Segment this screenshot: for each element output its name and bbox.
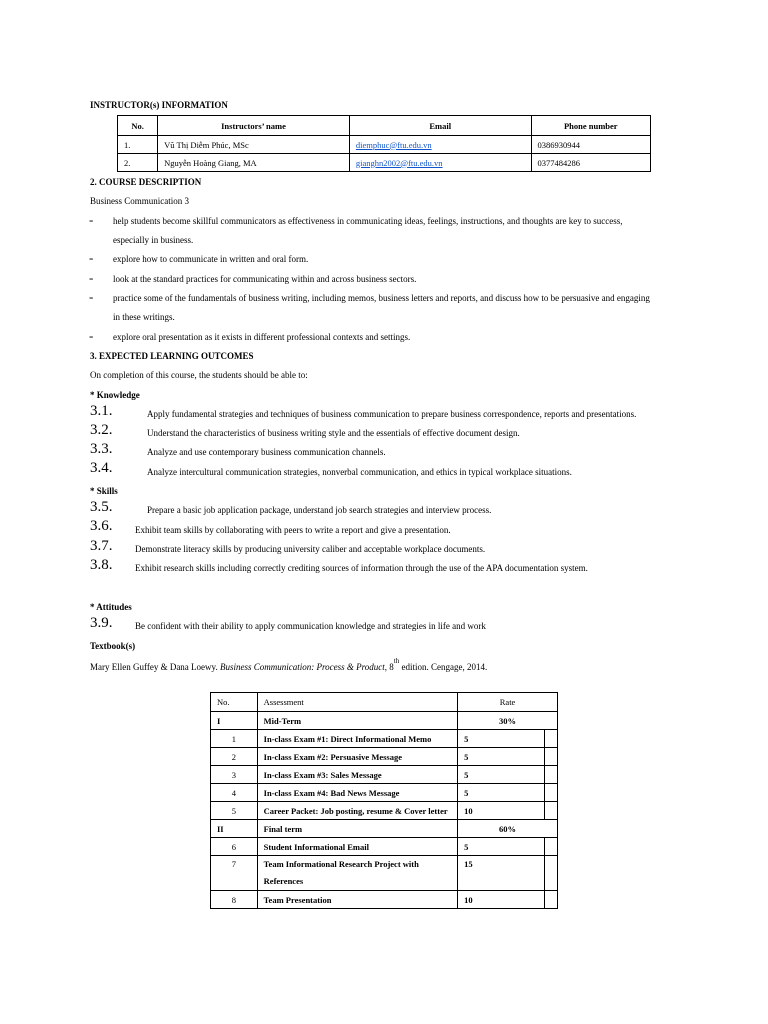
attitudes-heading: * Attitudes (90, 602, 132, 612)
table-row (211, 712, 558, 730)
textbook-edition-suffix: edition. Cengage, 2014. (399, 662, 488, 672)
bullet-text: explore oral presentation as it exists in different professional contexts and settings. (113, 332, 411, 342)
outcome-text: Be confident with their ability to apply communication knowledge and strategies in life and work (135, 621, 486, 631)
outcome-number: 3.6. (90, 518, 113, 534)
cell-name: Vũ Thị Diễm Phúc, MSc (158, 136, 350, 154)
textbook-heading: Textbook(s) (90, 641, 136, 651)
outcome-text: Exhibit team skills by collaborating with peers to write a report and give a presentation. (135, 525, 451, 535)
bullet-dash: - (89, 212, 94, 227)
cell-assessment-line2: References (263, 876, 304, 886)
outcome-text: Apply fundamental strategies and techniques of business communication to prepare business correspondence, reports and presentations. (147, 409, 637, 419)
cell-score: 5 (458, 748, 545, 766)
outcome-text: Demonstrate literacy skills by producing university caliber and acceptable workplace documents. (135, 544, 486, 554)
col-header-email: Email (349, 116, 531, 136)
cell-rate: 30% (458, 712, 558, 730)
course-description-heading: 2. COURSE DESCRIPTION (90, 177, 202, 187)
cell-empty (545, 838, 558, 856)
table-row (211, 820, 558, 838)
cell-rate: 60% (458, 820, 558, 838)
table-row (211, 748, 558, 766)
cell-name: Nguyễn Hoàng Giang, MA (158, 154, 350, 172)
textbook-edition-sup: th (393, 657, 400, 665)
outcome-text: Analyze intercultural communication strategies, nonverbal communication, and ethics in typical workplace situations. (147, 467, 572, 477)
cell-no: 4 (211, 784, 258, 802)
cell-assessment: Team Presentation (257, 891, 457, 909)
cell-score: 5 (458, 784, 545, 802)
bullet-dash: - (89, 328, 94, 343)
cell-assessment: In-class Exam #2: Persuasive Message (257, 748, 457, 766)
outcome-text: Prepare a basic job application package, understand job search strategies and interview process. (147, 505, 492, 515)
assessment-table (210, 692, 558, 909)
col-header-no: No. (211, 693, 258, 712)
cell-phone: 0377484286 (531, 154, 650, 172)
cell-assessment: In-class Exam #3: Sales Message (257, 766, 457, 784)
outcome-text: Understand the characteristics of business writing style and the essentials of effective document design. (147, 428, 520, 438)
cell-no: 8 (211, 891, 258, 909)
outcomes-intro: On completion of this course, the students should be able to: (90, 370, 308, 380)
cell-phone: 0386930944 (531, 136, 650, 154)
cell-no: 3 (211, 766, 258, 784)
cell-no: 1. (118, 136, 158, 154)
course-name: Business Communication 3 (90, 196, 189, 206)
textbook-edition: , 8 (384, 662, 394, 672)
bullet-text-cont: in these writings. (113, 312, 175, 322)
skills-heading: * Skills (90, 486, 118, 496)
table-row (211, 766, 558, 784)
outcome-number: 3.7. (90, 538, 113, 554)
cell-score: 10 (458, 891, 545, 909)
cell-empty (545, 730, 558, 748)
knowledge-heading: * Knowledge (90, 390, 140, 400)
table-row (211, 838, 558, 856)
cell-empty (545, 891, 558, 909)
textbook-citation (90, 657, 488, 672)
cell-no: 5 (211, 802, 258, 820)
cell-assessment: In-class Exam #4: Bad News Message (257, 784, 457, 802)
col-header-rate: Rate (458, 693, 558, 712)
bullet-text: look at the standard practices for communicating within and across business sectors. (113, 274, 417, 284)
outcome-number: 3.2. (90, 422, 113, 438)
cell-assessment: Student Informational Email (257, 838, 457, 856)
cell-assessment: Final term (257, 820, 457, 838)
table-row (118, 154, 651, 172)
cell-assessment-line1: Team Informational Research Project with (263, 859, 419, 869)
cell-score: 10 (458, 802, 545, 820)
cell-assessment: Career Packet: Job posting, resume & Cover letter (257, 802, 457, 820)
col-header-phone: Phone number (531, 116, 650, 136)
email-link[interactable]: gianghn2002@ftu.edu.vn (355, 157, 443, 168)
textbook-title: Business Communication: Process & Product (219, 662, 385, 672)
cell-no: 2. (118, 154, 158, 172)
cell-no: 2 (211, 748, 258, 766)
cell-assessment: In-class Exam #1: Direct Informational Memo (257, 730, 457, 748)
outcome-number: 3.3. (90, 441, 113, 457)
outcome-number: 3.5. (90, 499, 113, 515)
col-header-assessment: Assessment (257, 693, 457, 712)
cell-no: 6 (211, 838, 258, 856)
table-row (211, 784, 558, 802)
bullet-dash: - (89, 250, 94, 265)
outcome-number: 3.4. (90, 460, 113, 476)
cell-score: 15 (458, 856, 545, 891)
bullet-text-cont: especially in business. (113, 235, 194, 245)
cell-score: 5 (458, 838, 545, 856)
instructor-heading: INSTRUCTOR(s) INFORMATION (90, 100, 228, 110)
table-row (211, 856, 558, 891)
bullet-dash: - (89, 270, 94, 285)
cell-no: 7 (211, 856, 258, 891)
bullet-text: practice some of the fundamentals of business writing, including memos, business letters and reports, and discuss how to be persuasive and engaging (113, 293, 650, 303)
outcome-number: 3.1. (90, 403, 113, 419)
outcome-text: Exhibit research skills including correctly crediting sources of information through the use of the APA documentation system. (135, 563, 588, 573)
table-row (211, 730, 558, 748)
cell-empty (545, 856, 558, 891)
cell-empty (545, 802, 558, 820)
cell-score: 5 (458, 730, 545, 748)
outcome-text: Analyze and use contemporary business communication channels. (147, 447, 386, 457)
outcomes-heading: 3. EXPECTED LEARNING OUTCOMES (90, 351, 254, 361)
table-row (118, 136, 651, 154)
table-row (211, 802, 558, 820)
cell-empty (545, 748, 558, 766)
table-row (211, 891, 558, 909)
cell-no: II (211, 820, 258, 838)
bullet-dash: - (89, 289, 94, 304)
cell-no: 1 (211, 730, 258, 748)
cell-empty (545, 784, 558, 802)
cell-score: 5 (458, 766, 545, 784)
bullet-text: explore how to communicate in written and oral form. (113, 254, 309, 264)
bullet-text: help students become skillful communicators as effectiveness in communicating ideas, feelings, instructions, and thoughts are key to success, (113, 216, 623, 226)
email-link[interactable]: diemphuc@ftu.edu.vn (355, 139, 432, 150)
cell-assessment (257, 856, 457, 891)
col-header-name: Instructors’ name (158, 116, 350, 136)
textbook-authors: Mary Ellen Guffey & Dana Loewy. (90, 662, 220, 672)
instructor-table (117, 115, 651, 172)
cell-assessment: Mid-Term (257, 712, 457, 730)
cell-no: I (211, 712, 258, 730)
outcome-number: 3.8. (90, 557, 113, 573)
col-header-no: No. (118, 116, 158, 136)
cell-empty (545, 766, 558, 784)
outcome-number: 3.9. (90, 615, 113, 631)
